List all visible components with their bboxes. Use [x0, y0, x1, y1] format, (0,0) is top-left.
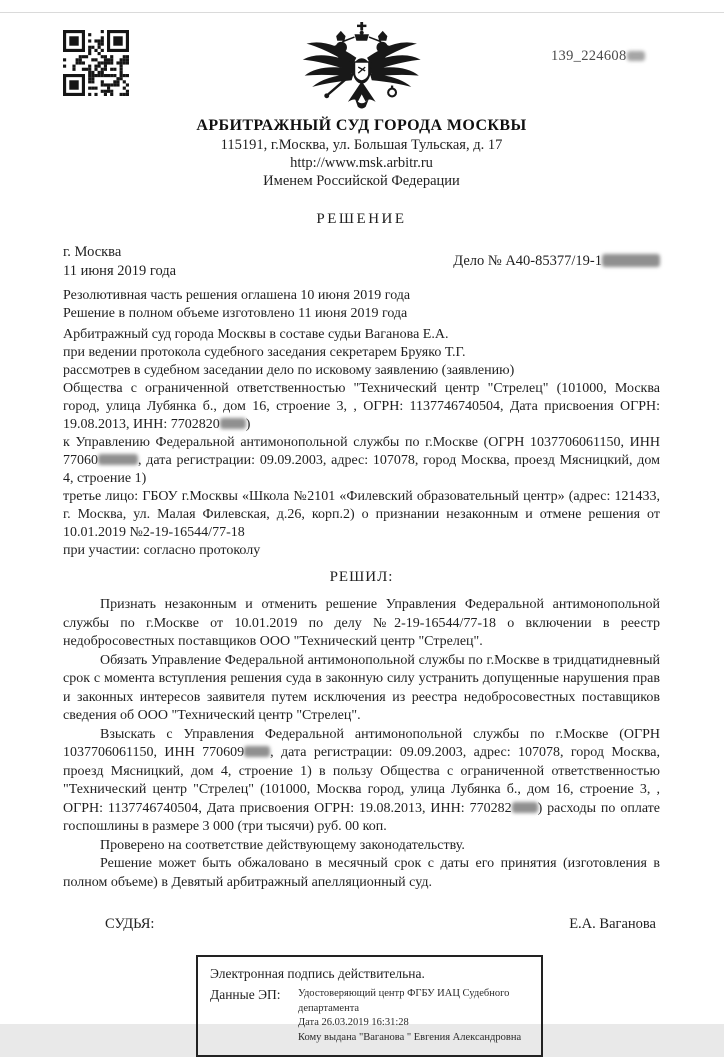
esign-data-label: Данные ЭП:	[210, 987, 281, 1002]
paragraph-recognize-unlawful: Признать незаконным и отменить решение Управления Федеральной антимонопольной службы по г.Москве от 10.01.2019 по делу №2-19-16544/77-18 о включении в реестр недобросовестных поставщиков ООО "Технический центр "Стрелец".	[63, 597, 660, 649]
recover-text-2: , дата регистрации: 09.09.2003, адрес: 107078, город Москва, проезд Мясницкий, дом 4, строение 1) в пользу Общества с ограниченной ответственностью "Технический центр "Стрелец" (101000, Москва город, улица Лубянка б., дом 16, строение 3, , ОГРН: 1137746740504, Дата присвоения ОГРН: 19.08.2013, ИНН: 770282	[63, 745, 661, 816]
resolution-section	[63, 596, 660, 892]
resolved-heading: РЕШИЛ:	[329, 569, 394, 585]
esign-issued-to: Кому выдана "Ваганова " Евгения Александровна	[298, 1031, 522, 1043]
applicant-text-tail: )	[245, 417, 251, 432]
date-line: 11 июня 2019 года	[63, 262, 177, 279]
announcement-lines	[63, 287, 660, 323]
judge-name: Е.А. Ваганова	[569, 916, 656, 932]
esign-valid-line: Электронная подпись действительна.	[210, 966, 425, 981]
court-name: АРБИТРАЖНЫЙ СУД ГОРОДА МОСКВЫ	[196, 117, 527, 134]
respondent-text-tail: , дата регистрации: 09.09.2003, адрес: 107078, город Москва, проезд Мясницкий, дом 4, строение 1)	[63, 453, 660, 486]
respondent-text: к Управлению Федеральной антимонопольной службы по г.Москве (ОГРН 1037706061150, ИНН 77060	[63, 435, 660, 468]
redaction-blur	[220, 418, 246, 429]
announce-line-2: Решение в полном объеме изготовлено 11 июня 2019 года	[63, 306, 408, 321]
applicant-paragraph	[63, 380, 660, 434]
esign-date: Дата 26.03.2019 16:31:28	[298, 1017, 409, 1028]
case-number	[453, 252, 660, 271]
paragraph-appeal-terms: Решение может быть обжаловано в месячный срок с даты его принятия (изготовления в полном объеме) в Девятый арбитражный апелляционный суд.	[63, 856, 660, 890]
judge-signature-row	[63, 916, 660, 933]
document-registry-number-text: 139_224608	[551, 48, 627, 64]
respondent-paragraph	[63, 434, 660, 488]
court-header	[63, 0, 660, 190]
composition-line-3: рассмотрев в судебном заседании дело по исковому заявлению (заявлению)	[63, 363, 515, 378]
composition-line-1: Арбитражный суд города Москвы в составе судьи Ваганова Е.А.	[63, 327, 449, 342]
court-address: 115191, г.Москва, ул. Большая Тульская, д. 17	[220, 137, 503, 153]
redaction-blur	[244, 746, 270, 757]
paragraph-compliance-checked: Проверено на соответствие действующему законодательству.	[100, 837, 465, 853]
participation-line: при участии: согласно протоколу	[63, 543, 261, 558]
city-line: г. Москва	[63, 244, 122, 260]
esign-details	[298, 987, 526, 1045]
applicant-text: Общества с ограниченной ответственностью "Технический центр "Стрелец" (101000, Москва город, улица Лубянка б., дом 16, строение 3, , ОГРН: 1137746740504, Дата присвоения ОГРН: 19.08.2013, ИНН: 7702820	[63, 381, 660, 432]
judge-label: СУДЬЯ:	[105, 916, 155, 932]
paragraph-oblige: Обязать Управление Федеральной антимонопольной службы по г.Москве в тридцатидневный срок с момента вступления решения суда в законную силу устранить допущенные нарушения прав и законных интересов заявителя путем исключения из реестра недобросовестных поставщиков сведения об ООО "Технический центр "Стрелец".	[63, 652, 660, 723]
electronic-signature-stamp	[196, 955, 543, 1057]
in-name-of-line: Именем Российской Федерации	[263, 173, 460, 189]
place-and-date	[63, 243, 176, 280]
case-number-text: Дело № А40-85377/19-1	[453, 253, 602, 270]
document-title: РЕШЕНИЕ	[316, 211, 407, 227]
paragraph-recover-costs	[63, 726, 660, 837]
redaction-blur	[98, 454, 138, 465]
recover-text-1: Взыскать с Управления Федеральной антимонопольной службы по г.Москве (ОГРН 1037706061150, ИНН 770609	[63, 726, 660, 760]
esign-details-row	[210, 987, 531, 1045]
redaction-blur	[512, 802, 538, 813]
court-website: http://www.msk.arbitr.ru	[290, 155, 433, 171]
announce-line-1: Резолютивная часть решения оглашена 10 июня 2019 года	[63, 288, 411, 303]
recover-text-3: ) расходы по оплате госпошлины в размере 3 000 (три тысячи) руб. 00 коп.	[63, 800, 661, 834]
composition-line-2: при ведении протокола судебного заседания секретарем Бруяко Т.Г.	[63, 345, 466, 360]
third-party-paragraph: третье лицо: ГБОУ г.Москвы «Школа №2101 «Филевский образовательный центр» (адрес: 121433, г. Москва, ул. Малая Филевская, д.26, корп.2) о признании незаконным и отмене решения от 10.01.2019 №2-19-16544/77-18	[63, 489, 660, 540]
esign-certifying-center: Удостоверяющий центр ФГБУ ИАЦ Судебного департамента	[298, 988, 510, 1014]
document-content	[63, 0, 660, 1057]
meta-row	[63, 243, 660, 280]
redaction-blur	[602, 254, 660, 267]
intro-section	[63, 326, 660, 560]
